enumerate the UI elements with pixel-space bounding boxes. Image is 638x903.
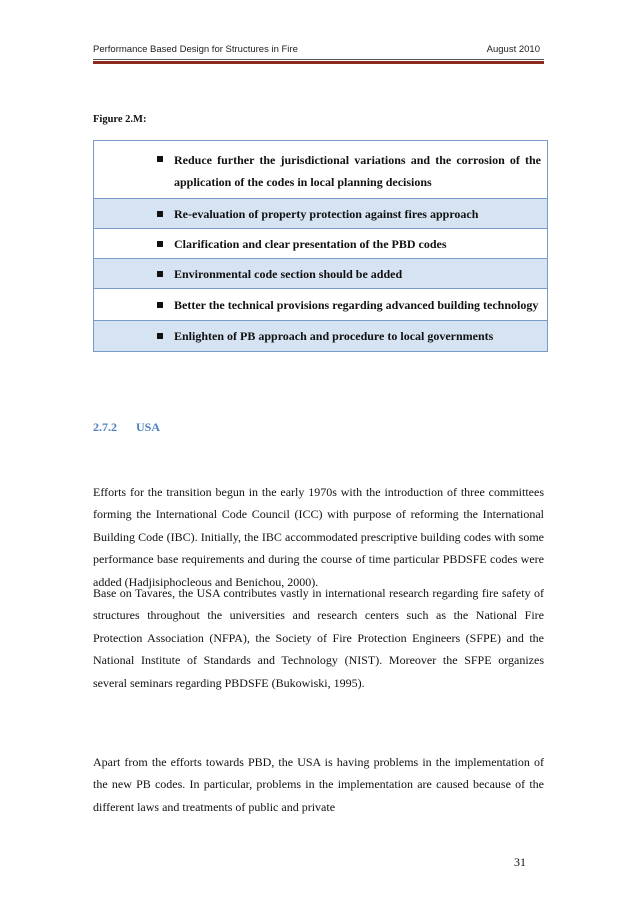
table-row-text: Reduce further the jurisdictional variations and the corrosion of the application of the codes in local planning decisions [174, 153, 541, 189]
section-heading [93, 420, 160, 435]
table-row [93, 140, 548, 199]
figure-table [93, 140, 548, 352]
table-row [93, 289, 548, 321]
header-rule-thin [93, 59, 544, 60]
paragraph: Base on Tavares, the USA contributes vastly in international research regarding fire safety of structures throughout the universities and research centers such as the National Fire Protection Association (NFPA), the Society of Fire Protection Engineers (SFPE) and the National Institute of Standards and Technology (NIST). Moreover the SFPE organizes several seminars regarding PBDSFE (Bukowiski, 1995). [93, 586, 544, 690]
paragraph: Apart from the efforts towards PBD, the USA is having problems in the implementation of the new PB codes. In particular, problems in the implementation are caused because of the different laws and treatments of public and private [93, 755, 544, 814]
table-row-text: Clarification and clear presentation of the PBD codes [174, 237, 447, 251]
header-title: Performance Based Design for Structures in Fire [93, 44, 298, 55]
running-header [93, 44, 544, 58]
paragraph: Efforts for the transition begun in the early 1970s with the introduction of three committees forming the International Code Council (ICC) with purpose of reforming the International Building Code (IBC). Initially, the IBC accommodated prescriptive building codes with some performance base requirements and during the course of time particular PBDSFE codes were added (Hadjisiphocleous and Benichou, 2000). [93, 485, 544, 589]
header-rule-thick [93, 61, 544, 64]
page-number: 31 [514, 855, 526, 869]
table-row [93, 321, 548, 352]
bullet-icon [157, 302, 163, 308]
bullet-icon [157, 211, 163, 217]
bullet-icon [157, 333, 163, 339]
figure-label: Figure 2.M: [93, 114, 147, 125]
bullet-icon [157, 156, 163, 162]
table-row-text: Environmental code section should be added [174, 267, 403, 281]
table-row-text: Re-evaluation of property protection against fires approach [174, 207, 479, 221]
bullet-icon [157, 271, 163, 277]
table-row-text: Better the technical provisions regarding advanced building technology [174, 298, 539, 312]
section-number: 2.7.2 [93, 420, 117, 434]
header-date: August 2010 [486, 44, 540, 55]
table-row-text: Enlighten of PB approach and procedure to local governments [174, 329, 494, 343]
bullet-icon [157, 241, 163, 247]
section-title: USA [136, 420, 161, 434]
table-row [93, 199, 548, 229]
table-row [93, 259, 548, 289]
table-row [93, 229, 548, 259]
